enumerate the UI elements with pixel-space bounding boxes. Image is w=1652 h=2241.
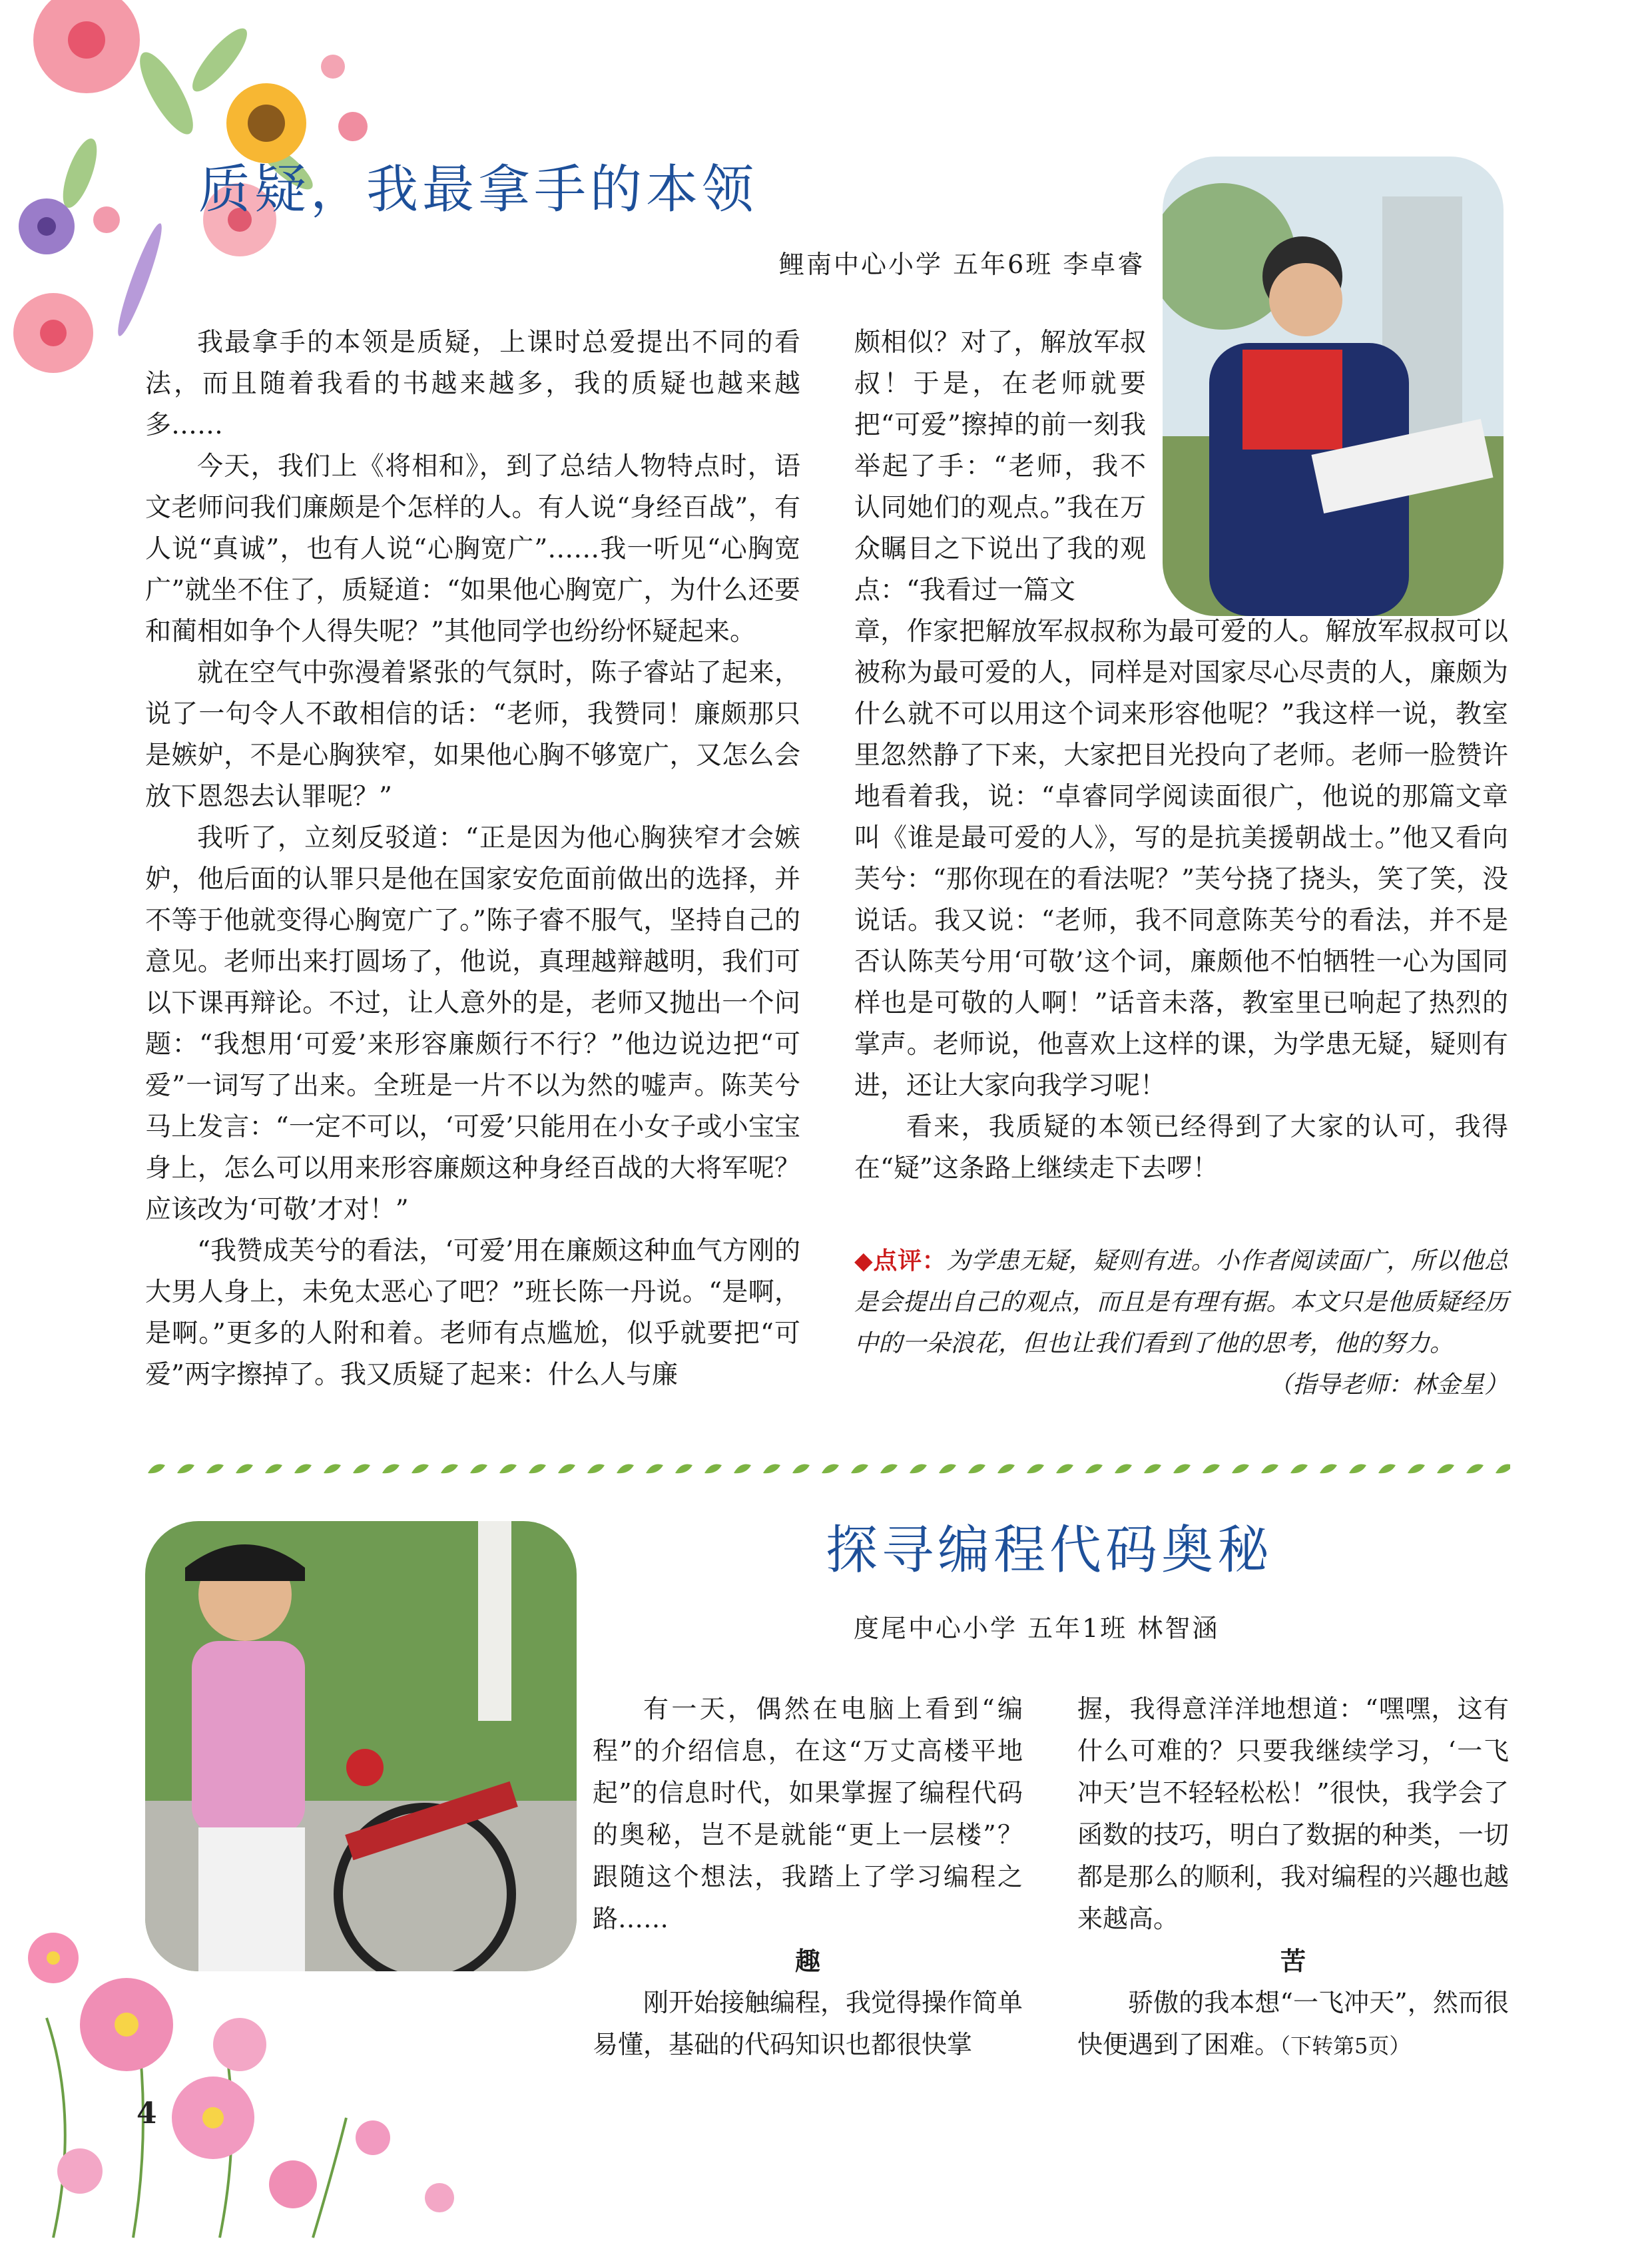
article1-right-wide-column bbox=[854, 611, 1508, 1189]
article1-left-column bbox=[145, 322, 800, 1396]
article2-column-1 bbox=[593, 1688, 1023, 2066]
article1-title: 质疑，我最拿手的本领 bbox=[198, 160, 758, 220]
article1-byline: 鲤南中心小学 五年6班 李卓睿 bbox=[779, 250, 1145, 279]
floral-corner-bottom bbox=[0, 1918, 506, 2241]
article2-title: 探寻编程代码奥秘 bbox=[826, 1520, 1274, 1580]
boy-reading-photo bbox=[1163, 157, 1504, 616]
continued-note: （下转第5页） bbox=[1280, 2033, 1411, 2059]
article1-right-narrow-column bbox=[854, 322, 1146, 611]
article1-paragraph: 我听了，立刻反驳道：“正是因为他心胸狭窄才会嫉妒，他后面的认罪只是他在国家安危面前做出的选择，并不等于他就变得心胸宽广了。”陈子睿不服气，坚持自己的意见。老师出来打圆场了，他说，真理越辩越明，我们可以下课再辩论。不过，让人意外的是，老师又抛出一个问题：“我想用‘可爱’来形容廉颇行不行？”他边说边把“可爱”一词写了出来。全班是一片不以为然的嘘声。陈芙兮马上发言：“一定不可以，‘可爱’只能用在小女子或小宝宝身上，怎么可以用来形容廉颇这种身经百战的大将军呢？应该改为‘可敬’才对！” bbox=[145, 823, 800, 1225]
comment-text: 为学患无疑，疑则有进。小作者阅读面广，所以他总是会提出自己的观点，而且是有理有据。本文只是他质疑经历中的一朵浪花，但也让我们看到了他的思考，他的努力。 bbox=[854, 1247, 1508, 1357]
article2-paragraph: 有一天，偶然在电脑上看到“编程”的介绍信息，在这“万丈高楼平地起”的信息时代，如果掌握了编程代码的奥秘，岂不是就能“更上一层楼”？跟随这个想法，我踏上了学习编程之路…… bbox=[593, 1694, 1023, 1933]
article1-paragraph: 我最拿手的本领是质疑，上课时总爱提出不同的看法，而且随着我看的书越来越多，我的质疑也越来越多…… bbox=[145, 328, 800, 440]
article2-column-2 bbox=[1077, 1688, 1509, 2067]
comment-tutor: （指导老师：林金星） bbox=[1268, 1371, 1508, 1399]
article1-paragraph: 就在空气中弥漫着紧张的气氛时，陈子睿站了起来，说了一句令人不敢相信的话：“老师，我赞同！廉颇那只是嫉妒，不是心胸狭窄，如果他心胸不够宽广，又怎么会放下恩怨去认罪呢？” bbox=[145, 658, 800, 812]
article2-byline: 度尾中心小学 五年1班 林智涵 bbox=[854, 1614, 1220, 1643]
article1-paragraph: 今天，我们上《将相和》，到了总结人物特点时，语文老师问我们廉颇是个怎样的人。有人说“身经百战”，有人说“真诚”，也有人说“心胸宽广”……我一听见“心胸宽广”就坐不住了，质疑道：“如果他心胸宽广，为什么还要和蔺相如争个人得失呢？”其他同学也纷纷怀疑起来。 bbox=[145, 452, 800, 647]
cosmos-flower-icon bbox=[28, 1933, 454, 2212]
comment-label: ◆点评： bbox=[854, 1247, 947, 1275]
boy-bicycle-photo bbox=[145, 1521, 577, 1971]
article2-paragraph: 握，我得意洋洋地想道：“嘿嘿，这有什么可难的？只要我继续学习，‘一飞冲天’岂不轻轻松松！”很快，我学会了函数的技巧，明白了数据的种类，一切都是那么的顺利，我对编程的兴趣也越来越高。 bbox=[1077, 1694, 1509, 1933]
article1-paragraph: 章，作家把解放军叔叔称为最可爱的人。解放军叔叔可以被称为最可爱的人，同样是对国家尽心尽责的人，廉颇为什么就不可以用这个词来形容他呢？”我这样一说，教室里忽然静了下来，大家把目光投向了老师。老师一脸赞许地看着我，说：“卓睿同学阅读面很广，他说的那篇文章叫《谁是最可爱的人》，写的是抗美援朝战士。”他又看向芙兮：“那你现在的看法呢？”芙兮挠了挠头，笑了笑，没说话。我又说：“老师，我不同意陈芙兮的看法，并不是否认陈芙兮用‘可敬’这个词，廉颇他不怕牺牲一心为国同样也是可敬的人啊！”话音未落，教室里已响起了热烈的掌声。老师说，他喜欢上这样的课，为学患无疑，疑则有进，还让大家向我学习呢！ bbox=[854, 617, 1508, 1101]
article2-paragraph-text: 骄傲的我本想“一飞冲天”，然而很快便遇到了困难。 bbox=[1077, 1988, 1509, 2059]
article2-paragraph: 刚开始接触编程，我觉得操作简单易懂，基础的代码知识也都很快掌 bbox=[593, 1988, 1023, 2059]
section-heading-fun: 趣 bbox=[794, 1946, 820, 1976]
page-number: 4 bbox=[137, 2096, 157, 2130]
article2-paragraph bbox=[1077, 1982, 1509, 2067]
article1-paragraph: 颇相似？对了，解放军叔叔！于是，在老师就要把“可爱”擦掉的前一刻我举起了手：“老师，我不认同她们的观点。”我在万众瞩目之下说出了我的观点：“我看过一篇文 bbox=[854, 328, 1146, 605]
article1-comment bbox=[854, 1240, 1508, 1406]
article1-paragraph: 看来，我质疑的本领已经得到了大家的认可，我得在“疑”这条路上继续走下去啰！ bbox=[854, 1112, 1508, 1183]
leaf-divider bbox=[145, 1460, 1510, 1477]
article1-paragraph: “我赞成芙兮的看法，‘可爱’用在廉颇这种血气方刚的大男人身上，未免太恶心了吧？”班长陈一丹说。“是啊，是啊。”更多的人附和着。老师有点尴尬，似乎就要把“可爱”两字擦掉了。我又质疑了起来：什么人与廉 bbox=[145, 1236, 800, 1390]
section-heading-hard: 苦 bbox=[1280, 1946, 1306, 1976]
